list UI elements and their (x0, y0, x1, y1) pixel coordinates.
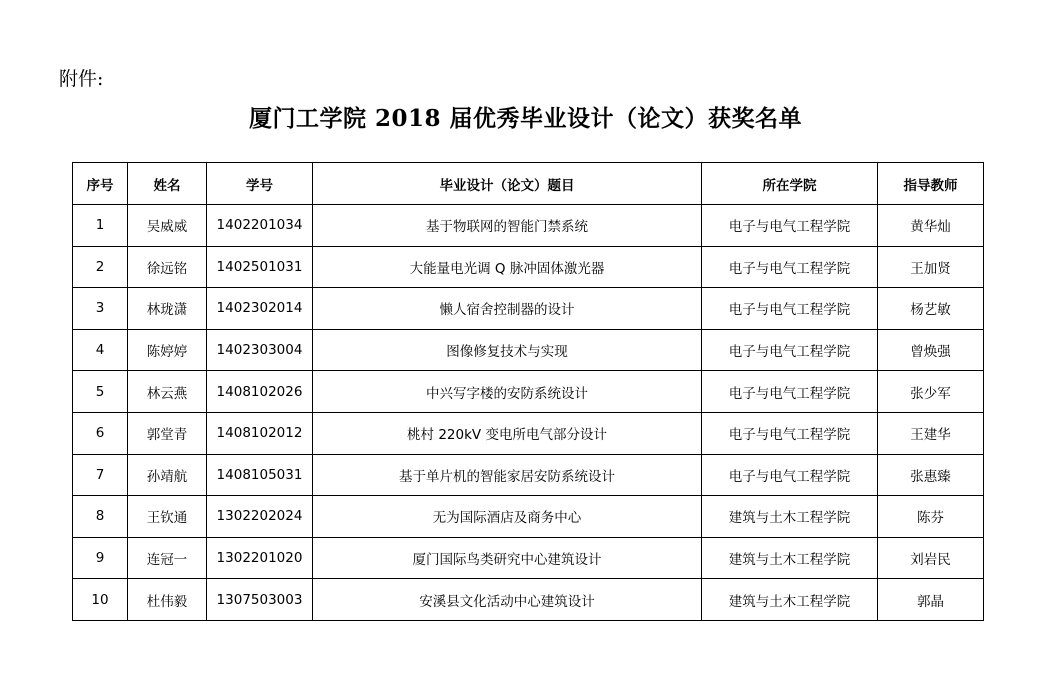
table-row (73, 412, 984, 454)
table-row (73, 329, 984, 371)
cell-advisor: 刘岩民 (878, 537, 984, 579)
cell-advisor: 王加贤 (878, 246, 984, 288)
cell-topic: 基于单片机的智能家居安防系统设计 (313, 454, 702, 496)
cell-advisor: 杨艺敏 (878, 288, 984, 330)
awards-table (72, 162, 984, 621)
table-header-row (73, 163, 984, 205)
cell-topic: 无为国际酒店及商务中心 (313, 496, 702, 538)
cell-advisor: 郭晶 (878, 579, 984, 621)
cell-student-id: 1402501031 (207, 246, 313, 288)
cell-topic: 基于物联网的智能门禁系统 (313, 205, 702, 247)
attachment-label: 附件: (59, 68, 104, 90)
cell-college: 电子与电气工程学院 (702, 288, 878, 330)
cell-advisor: 陈芬 (878, 496, 984, 538)
cell-college: 电子与电气工程学院 (702, 454, 878, 496)
document-title: 厦门工学院 2018 届优秀毕业设计（论文）获奖名单 (248, 105, 803, 132)
cell-name: 吴威威 (128, 205, 207, 247)
column-header-advisor: 指导教师 (878, 163, 984, 205)
cell-no: 4 (73, 329, 128, 371)
cell-topic: 安溪县文化活动中心建筑设计 (313, 579, 702, 621)
cell-college: 电子与电气工程学院 (702, 371, 878, 413)
cell-no: 1 (73, 205, 128, 247)
cell-college: 电子与电气工程学院 (702, 329, 878, 371)
table-row (73, 371, 984, 413)
cell-college: 电子与电气工程学院 (702, 412, 878, 454)
column-header-college: 所在学院 (702, 163, 878, 205)
cell-college: 电子与电气工程学院 (702, 246, 878, 288)
cell-college: 建筑与土木工程学院 (702, 496, 878, 538)
cell-topic: 中兴写字楼的安防系统设计 (313, 371, 702, 413)
cell-student-id: 1307503003 (207, 579, 313, 621)
table-row (73, 537, 984, 579)
cell-topic: 桃村 220kV 变电所电气部分设计 (313, 412, 702, 454)
cell-student-id: 1408102012 (207, 412, 313, 454)
cell-student-id: 1302202024 (207, 496, 313, 538)
cell-name: 王钦通 (128, 496, 207, 538)
cell-student-id: 1402303004 (207, 329, 313, 371)
cell-no: 3 (73, 288, 128, 330)
cell-topic: 图像修复技术与实现 (313, 329, 702, 371)
cell-name: 杜伟毅 (128, 579, 207, 621)
cell-advisor: 张少军 (878, 371, 984, 413)
cell-college: 电子与电气工程学院 (702, 205, 878, 247)
cell-name: 林云燕 (128, 371, 207, 413)
cell-name: 孙靖航 (128, 454, 207, 496)
table-row (73, 246, 984, 288)
cell-advisor: 曾焕强 (878, 329, 984, 371)
cell-topic: 大能量电光调 Q 脉冲固体激光器 (313, 246, 702, 288)
cell-topic: 懒人宿舍控制器的设计 (313, 288, 702, 330)
cell-topic: 厦门国际鸟类研究中心建筑设计 (313, 537, 702, 579)
table-row (73, 454, 984, 496)
cell-no: 6 (73, 412, 128, 454)
cell-student-id: 1408105031 (207, 454, 313, 496)
cell-name: 陈婷婷 (128, 329, 207, 371)
cell-name: 林珑潇 (128, 288, 207, 330)
table-row (73, 288, 984, 330)
cell-student-id: 1402302014 (207, 288, 313, 330)
column-header-topic: 毕业设计（论文）题目 (313, 163, 702, 205)
cell-college: 建筑与土木工程学院 (702, 537, 878, 579)
cell-name: 郭堂青 (128, 412, 207, 454)
column-header-student-id: 学号 (207, 163, 313, 205)
cell-no: 8 (73, 496, 128, 538)
table-row (73, 496, 984, 538)
cell-student-id: 1302201020 (207, 537, 313, 579)
cell-no: 5 (73, 371, 128, 413)
cell-no: 10 (73, 579, 128, 621)
table-row (73, 205, 984, 247)
cell-advisor: 王建华 (878, 412, 984, 454)
cell-no: 2 (73, 246, 128, 288)
cell-no: 7 (73, 454, 128, 496)
cell-advisor: 张惠臻 (878, 454, 984, 496)
cell-name: 连冠一 (128, 537, 207, 579)
cell-advisor: 黄华灿 (878, 205, 984, 247)
cell-name: 徐远铭 (128, 246, 207, 288)
cell-student-id: 1408102026 (207, 371, 313, 413)
cell-student-id: 1402201034 (207, 205, 313, 247)
table-row (73, 579, 984, 621)
column-header-name: 姓名 (128, 163, 207, 205)
cell-college: 建筑与土木工程学院 (702, 579, 878, 621)
cell-no: 9 (73, 537, 128, 579)
column-header-no: 序号 (73, 163, 128, 205)
